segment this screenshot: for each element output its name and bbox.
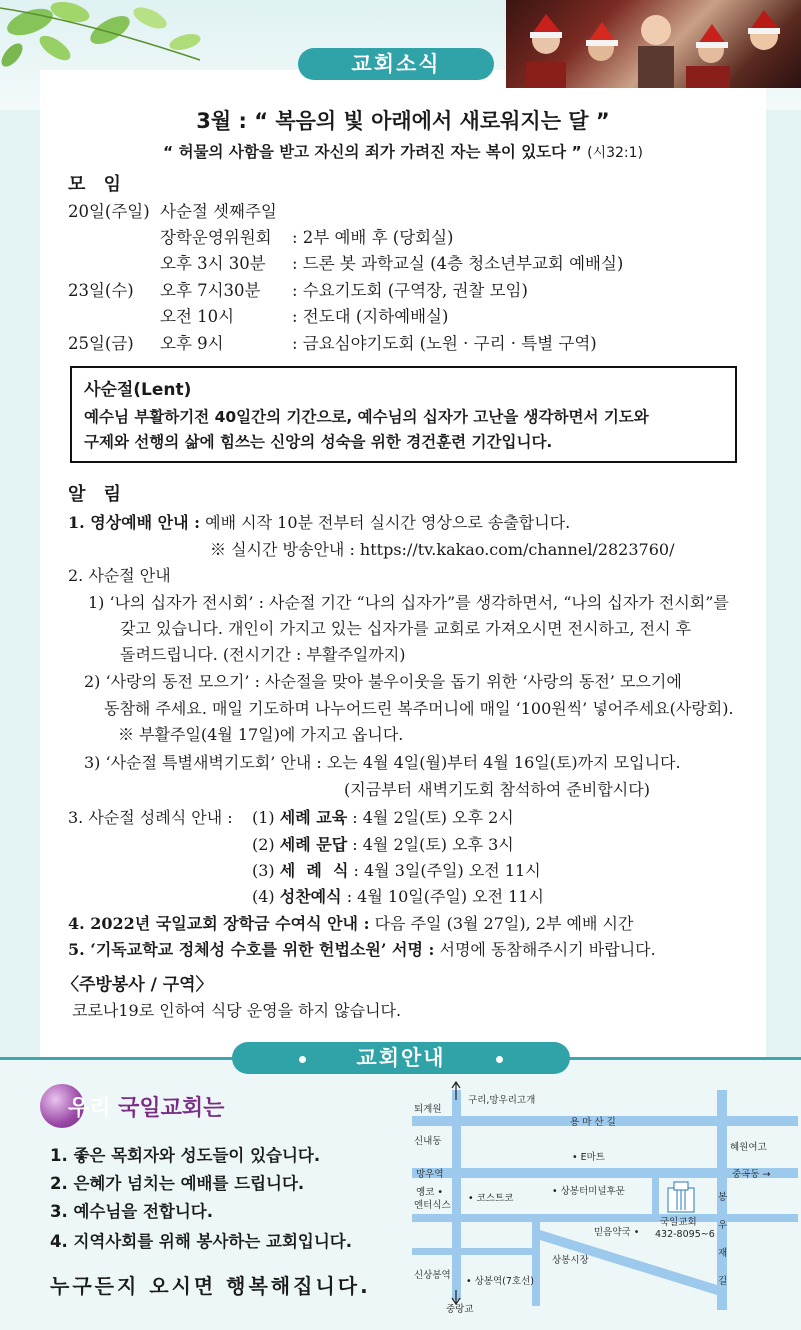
dot-icon: [299, 1056, 306, 1063]
notice-5: 5. ‘기독교학교 정체성 수호를 위한 헌법소원’ 서명 : 서명에 동참해주시기 바랍니다.: [68, 940, 656, 959]
schedule-day: 23일(수): [68, 281, 134, 300]
map-label: 432-8095~6: [655, 1229, 715, 1240]
sacrament-item: (1) 세례 교육 : 4월 2일(토) 오후 2시: [252, 808, 514, 827]
notice-text: 예배 시작 10분 전부터 실시간 영상으로 송출합니다.: [205, 513, 571, 532]
map-label: • E마트: [572, 1152, 605, 1163]
notice-2-2-line: 2) ‘사랑의 동전 모으기’ : 사순절을 맞아 불우이웃을 돕기 위한 ‘사랑의 동전’ 모으기에: [84, 672, 682, 691]
schedule-desc: : 2부 예배 후 (당회실): [292, 228, 454, 247]
map-label: 옝코 •: [416, 1187, 443, 1198]
church-feature: 3. 예수님을 전합니다.: [50, 1202, 214, 1221]
notice-2-3-line: (지금부터 새벽기도회 참석하여 준비합시다): [344, 780, 650, 799]
schedule-time: 오후 9시: [160, 334, 224, 353]
notice-2-2-line: 동참해 주세요. 매일 기도하며 나누어드린 복주머니에 매일 ‘100원씩’ 넣어주세요(사랑회).: [104, 699, 734, 718]
left-margin-panel: [0, 110, 40, 1058]
map-label: 우: [718, 1220, 728, 1231]
schedule-desc: : 금요심야기도회 (노원 · 구리 · 특별 구역): [292, 334, 597, 353]
sacrament-item: (2) 세례 문답 : 4월 2일(토) 오후 3시: [252, 835, 514, 854]
lent-title: 사순절(Lent): [84, 380, 192, 400]
schedule-day: 25일(금): [68, 334, 134, 353]
notice-1: [68, 510, 570, 533]
notice-4: 4. 2022년 국일교회 장학금 수여식 안내 : 다음 주일 (3월 27일), 2부 예배 시간: [68, 914, 634, 933]
notice-2-1-line: 돌려드립니다. (전시기간 : 부활주일까지): [120, 645, 406, 664]
leaves-decoration-icon: [0, 0, 240, 80]
notice-heading: 알 림: [68, 484, 128, 505]
map-label: 엔터식스: [414, 1200, 451, 1211]
church-feature: 1. 좋은 목회자와 성도들이 있습니다.: [50, 1146, 321, 1165]
map-label: 믿음약국 •: [594, 1227, 640, 1238]
notice-2-label: 2. 사순절 안내: [68, 566, 171, 585]
map-label: 중랑교: [446, 1304, 474, 1315]
church-feature: 4. 지역사회를 위해 봉사하는 교회입니다.: [50, 1232, 353, 1251]
notice-2-2-line: ※ 부활주일(4월 17일)에 가지고 옵니다.: [118, 725, 404, 744]
schedule-time: 사순절 셋째주일: [160, 202, 277, 221]
map-label: • 코스트코: [468, 1193, 514, 1204]
map-label: 신상봉역: [414, 1270, 451, 1281]
dot-icon: [496, 1056, 503, 1063]
map-label: 국일교회: [660, 1217, 697, 1228]
lent-description-line: 구제와 선행의 삶에 힘쓰는 신앙의 성숙을 위한 경건훈련 기간입니다.: [84, 433, 553, 451]
meeting-heading: 모 임: [68, 174, 128, 195]
sacrament-item: (3) 세 례 식 : 4월 3일(주일) 오전 11시: [252, 861, 541, 880]
notice-2-1-line: 1) ‘나의 십자가 전시회’ : 사순절 기간 “나의 십자가”를 생각하면서, “나의 십자가 전시회”를: [88, 593, 729, 612]
map-label: 길: [718, 1276, 728, 1287]
map-label: 구리,망우리고개: [468, 1095, 536, 1106]
kitchen-text: 코로나19로 인하여 식당 운영을 하지 않습니다.: [72, 1001, 402, 1020]
schedule-desc: : 수요기도회 (구역장, 권찰 모임): [292, 281, 528, 300]
map-label: 망우역: [416, 1169, 444, 1180]
lent-info-box: [70, 366, 737, 463]
choir-photo: [506, 0, 801, 88]
schedule-time: 장학운영위원회: [160, 228, 272, 247]
lent-description-line: 예수님 부활하기전 40일간의 기간으로, 예수님의 십자가 고난을 생각하면서 기도와: [84, 408, 649, 426]
month-verse: [40, 140, 766, 162]
schedule-time: 오전 10시: [160, 307, 235, 326]
map-label: 재: [718, 1248, 728, 1259]
verse-text: “ 허물의 사함을 받고 자신의 죄가 가려진 자는 복이 있도다 ”: [162, 143, 582, 161]
map-road: [532, 1222, 540, 1306]
broadcast-link[interactable]: ※ 실시간 방송안내 : https://tv.kakao.com/channel/2823760/: [210, 540, 675, 559]
church-building-icon: [668, 1182, 694, 1212]
map-label: 퇴계원: [414, 1104, 442, 1115]
map-label: 봉: [718, 1192, 728, 1203]
church-intro-heading: 우리 국일교회는: [40, 1082, 240, 1130]
map-label: 중곡동 →: [732, 1169, 771, 1180]
schedule-time: 오후 7시30분: [160, 281, 261, 300]
map-road: [652, 1178, 659, 1222]
schedule-time: 오후 3시 30분: [160, 254, 266, 273]
map-road: [412, 1214, 798, 1222]
schedule-day: 20일(주일): [68, 202, 150, 221]
map-label: • 상봉터미널후문: [552, 1186, 625, 1197]
notice-2-1-line: 갖고 있습니다. 개인이 가지고 있는 십자가를 교회로 가져오시면 전시하고, 전시 후: [120, 619, 692, 638]
map-label: 용 마 산 길: [570, 1117, 616, 1128]
map-label: • 상봉역(7호선): [466, 1276, 534, 1287]
right-margin-panel: [766, 110, 801, 1058]
notice-2-3-line: 3) ‘사순절 특별새벽기도회’ 안내 : 오는 4월 4일(월)부터 4월 16일(토)까지 모입니다.: [84, 753, 681, 772]
schedule-desc: : 전도대 (지하예배실): [292, 307, 449, 326]
church-news-title: 교회소식: [298, 48, 494, 80]
church-guide-title: 교회안내: [232, 1042, 570, 1074]
church-feature: 2. 은혜가 넘치는 예배를 드립니다.: [50, 1174, 305, 1193]
map-road: [412, 1248, 532, 1255]
location-map: [412, 1080, 798, 1316]
map-label: 신내동: [414, 1136, 442, 1147]
schedule-desc: : 드론 봇 과학교실 (4층 청소년부교회 예배실): [292, 254, 624, 273]
welcome-slogan: 누구든지 오시면 행복해집니다.: [50, 1274, 371, 1298]
map-label: 혜원여고: [730, 1142, 767, 1153]
notice-3-label: 3. 사순절 성례식 안내 :: [68, 808, 233, 827]
sacrament-item: (4) 성찬예식 : 4월 10일(주일) 오전 11시: [252, 887, 544, 906]
verse-reference: (시32:1): [587, 145, 643, 161]
notice-label: 1. 영상예배 안내 :: [68, 513, 201, 532]
month-theme-title: 3월 : “ 복음의 빛 아래에서 새로워지는 달 ”: [196, 109, 610, 133]
kitchen-heading: 〈주방봉사 / 구역〉: [62, 975, 213, 995]
map-label: 상봉시장: [552, 1255, 589, 1266]
